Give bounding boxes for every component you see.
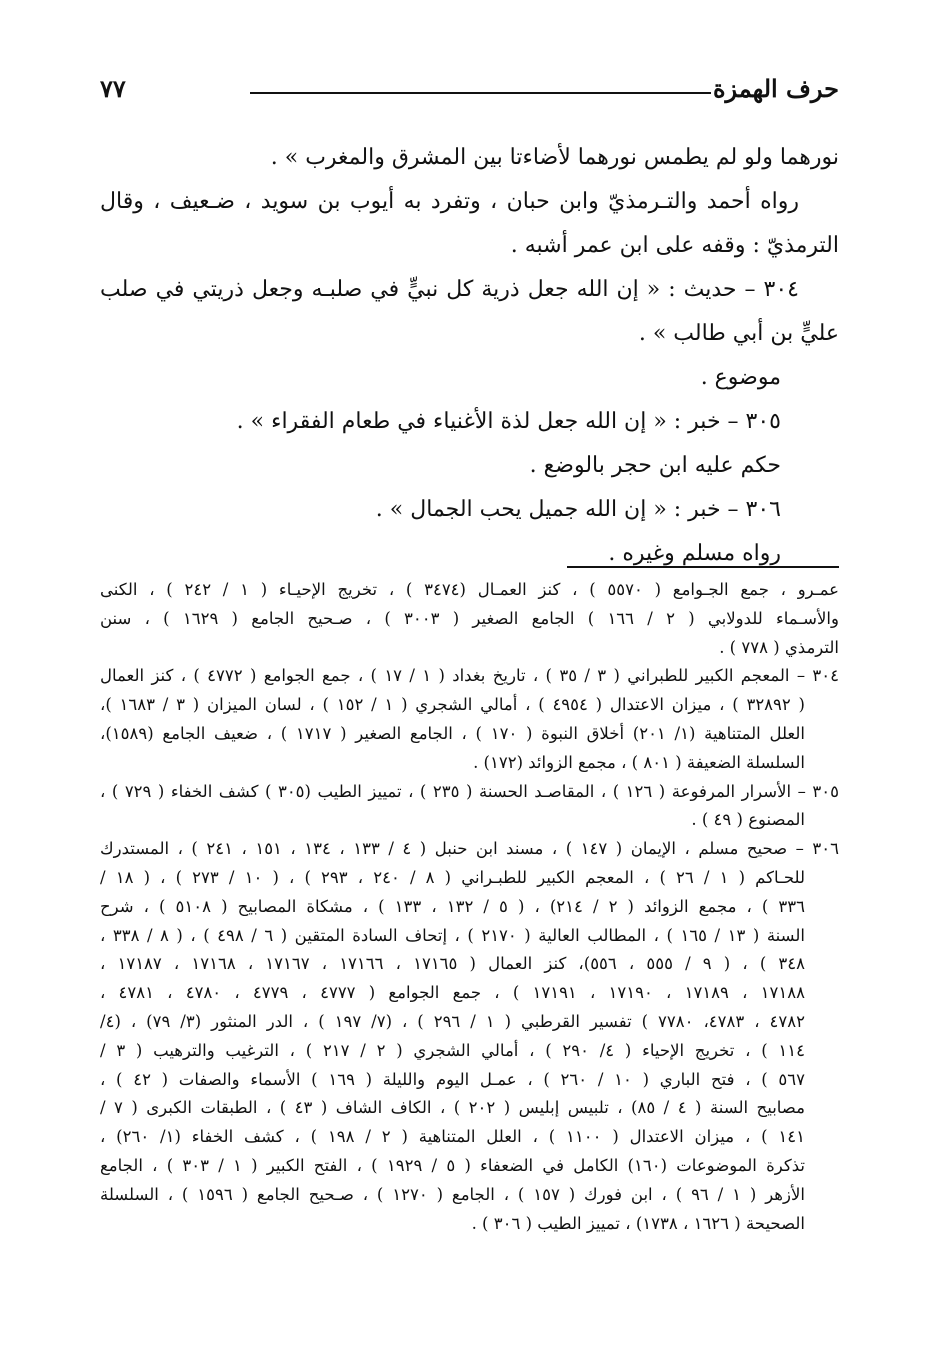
header-rule [250, 92, 711, 94]
text-line: موضوع . [700, 365, 781, 390]
footnote-line: ١١٤ ) ، تخريج الإحياء ( ٤/ ٢٩٠ ) ، أمالي الشجري ( ٢ / ٢١٧ ) ، الترغيب والترهيب ( ٣ / [100, 1040, 806, 1060]
footnote-line: العلل المتناهية (١/ ٢٠١) أخلاق النبوة ( ١٧٠ ) ، الجامع الصغير ( ١٧١٧ ) ، ضعيف الجامع (١٥٨٩)، [100, 723, 806, 743]
footnote-line: ١٤١ ) ، ميزان الاعتدال ( ١١٠٠ ) ، العلل المتناهية ( ٢ / ١٩٨ ) ، كشف الخفاء (١/ ٢٦٠) ، [100, 1127, 805, 1147]
footnote-line: ٣٤٨ ) ، ( ٩ / ٥٥٥ ، ٥٥٦)، كنز العمال ( ١٧١٦٥ ، ١٧١٦٦ ، ١٧١٦٧ ، ١٧١٦٨ ، ١٧١٨٧ ، [100, 954, 805, 974]
footnote-line: المصنوع ( ٤٩ ) . [691, 810, 805, 830]
footnote-line: ( ٣٢٨٩٢ ) ، ميزان الاعتدال ( ٤٩٥٤ ) ، أمالي الشجري ( ١ / ١٥٢ ) ، لسان الميزان ( ٣ / ١٦٨٣ )، [100, 695, 805, 715]
footnote-line: الترمذي ( ٧٧٨ ) . [719, 637, 839, 657]
hadith-304-line: ٣٠٤ – حديث : « إن الله جعل ذرية كل نبيٍّ في صلبـه وجعل ذريتي في صلب [100, 277, 799, 302]
footnote-line: السنة ( ١٣ / ١٦٥ ) ، المطالب العالية ( ٢١٧٠ ) ، إتحاف السادة المتقين ( ٦ / ٤٩٨ ) ، ( ٨ / ٣٣٨ ، [100, 925, 805, 945]
footnote-line: والأسـماء للدولابي ( ٢ / ١٦٦ ) الجامع الصغير ( ٣٠٠٣ ) ، صـحيح الجامع ( ١٦٢٩ ) ، سنن [100, 608, 839, 628]
footnote-305: ٣٠٥ – الأسرار المرفوعة ( ١٢٦ ) ، المقاصـد الحسنة ( ٢٣٥ ) ، تمييز الطيب (٣٠٥ ) كشف الخفاء ( ٧٢٩ ) ، [100, 781, 839, 801]
footnote-line: للحـاكم ( ١ / ٢٦ ) ، المعجم الكبير للطبـراني ( ٨ / ٢٤٠ ، ٢٩٣ ) ، ( ١٠ / ٢٧٣ ) ، ( ١٨ / [100, 867, 805, 887]
main-text [100, 136, 839, 576]
footnote-line: الصحيحة ( ١٦٢٦ ، ١٧٣٨) ، تمييز الطيب ( ٣٠٦ ) . [471, 1213, 805, 1233]
footnote-line: تذكرة الموضوعات (١٦٠) الكامل في الضعفاء ( ٥ / ١٩٢٩ ) ، الفتح الكبير ( ١ / ٣٠٣ ) ، الجامع [100, 1155, 805, 1175]
text-line: حكم عليه ابن حجر بالوضع . [529, 453, 781, 478]
footnote-line: عمـرو ، جمع الجـوامع ( ٥٥٧٠ ) ، كنز العمـال (٣٤٧٤ ) ، تخريج الإحيـاء ( ١ / ٢٤٢ ) ، الكنى [100, 580, 839, 599]
hadith-306-line: ٣٠٦ – خبر : « إن الله جميل يحب الجمال » . [375, 497, 781, 522]
page-header [100, 70, 839, 104]
hadith-305-line: ٣٠٥ – خبر : « إن الله جعل لذة الأغنياء في طعام الفقراء » . [236, 409, 781, 434]
page-number: ٧٧ [100, 74, 126, 103]
footnote-line: ١٧١٨٨ ، ١٧١٨٩ ، ١٧١٩٠ ، ١٧١٩١ ) ، جمع الجوامع ( ٤٧٧٧ ، ٤٧٧٩ ، ٤٧٨٠ ، ٤٧٨١ ، [100, 983, 805, 1003]
footnote-304: ٣٠٤ – المعجم الكبير للطبراني ( ٣ / ٣٥ ) ، تاريخ بغداد ( ١ / ١٧ ) ، جمع الجوامع ( ٤٧٧٢ ) ، كنز العمال [100, 666, 839, 686]
text-line: رواه مسلم وغيره . [608, 541, 781, 566]
footnote-separator [567, 566, 839, 568]
footnote-line: ٣٣٦ ) ، مجمع الزوائد ( ٢ / ٢١٤) ، ( ٥ / ١٣٢ ، ١٣٣ ) ، مشكاة المصابيح ( ٥١٠٨ ) ، شرح [100, 896, 805, 916]
text-line: عليٍّ بن أبي طالب » . [638, 321, 839, 346]
running-title: حرف الهمزة [712, 74, 839, 103]
text-line: الترمذيّ : وقفه على ابن عمر أشبه . [510, 233, 839, 258]
text-line: نورهما ولو لم يطمس نورهما لأضاءتا بين المشرق والمغرب » . [270, 145, 839, 170]
footnote-line: ٥٦٧ ) ، فتح الباري ( ١٠ / ٢٦٠ ) ، عمـل اليوم والليلة ( ١٦٩ ) الأسماء والصفات ( ٤٢ ) ، [100, 1069, 805, 1089]
footnote-line: ٤٧٨٢ ، ٤٧٨٣، ٧٧٨٠ ) تفسير القرطبي ( ١ / ٢٩٦ ) ، (٧/ ١٩٧ ) ، الدر المنثور (٣/ ٧٩) ، (٤/ [100, 1011, 805, 1031]
footnote-line: السلسلة الضعيفة ( ٨٠١ ) ، مجمع الزوائد (١٧٢) . [473, 752, 805, 772]
footnote-306: ٣٠٦ – صحيح مسلم ، الإيمان ( ١٤٧ ) ، مسند ابن حنبل ( ٤ / ١٣٣ ، ١٣٤ ، ١٥١ ، ٢٤١ ) ، المستدرك [100, 839, 839, 859]
text-line: رواه أحمد والتـرمذيّ وابن حبان ، وتفرد به أيوب بن سويد ، ضـعيف ، وقال [100, 189, 799, 214]
footnote-line: مصابيح السنة ( ٤ / ٨٥) ، تلبيس إبليس ( ٢٠٢ ) ، الكاف الشاف ( ٤٣ ) ، الطبقات الكبرى ( ٧ / [100, 1098, 805, 1118]
footnote-line: الأزهر ( ١ / ٩٦ ) ، ابن فورك ( ١٥٧ ) ، الجامع ( ١٢٧٠ ) ، صـحيح الجامع ( ١٥٩٦ ) ، السلسلة [100, 1184, 805, 1204]
footnotes [100, 576, 839, 1238]
